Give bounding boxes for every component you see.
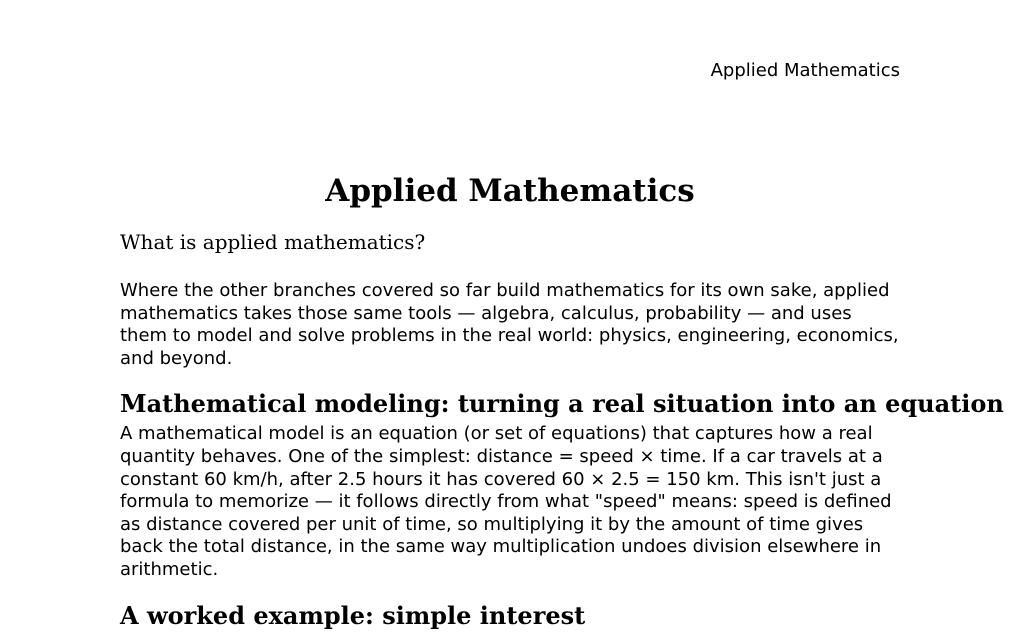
document-title: Applied Mathematics: [325, 173, 695, 209]
document-body: [120, 172, 1004, 635]
document-subtitle: What is applied mathematics?: [120, 230, 426, 254]
section-paragraph-modeling: A mathematical model is an equation (or set of equations) that captures how a real quantity behaves. One of the simplest: distance = speed × time. If a car travels at a constant 60 km/h, after 2.5 hours it has covered 60 × 2.5 = 150 km. This isn't just a formula to memorize — it follows directly from what "speed" means: speed is defined as distance covered per unit of time, so multiplying it by the amount of time gives back the total distance, in the same way multiplication undoes division elsewhere in arithmetic.: [120, 423, 892, 580]
running-header: Applied Mathematics: [710, 60, 900, 81]
intro-paragraph: Where the other branches covered so far build mathematics for its own sake, applied mathematics takes those same tools — algebra, calculus, probability — and uses them to model and solve problems in the real world: physics, engineering, economics, and beyond.: [120, 280, 899, 369]
section-heading-modeling: Mathematical modeling: turning a real situation into an equation: [120, 389, 1004, 419]
section-heading-simple-interest: A worked example: simple interest: [120, 600, 586, 630]
